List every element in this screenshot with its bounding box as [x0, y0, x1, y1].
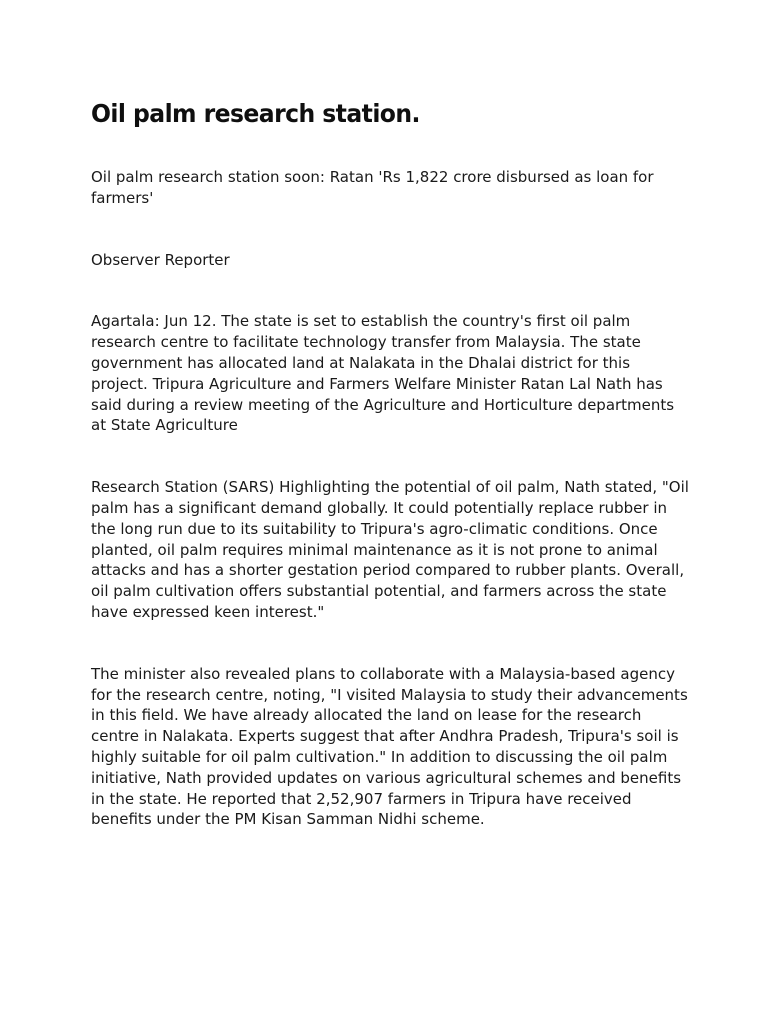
body-paragraph: Agartala: Jun 12. The state is set to establish the country's first oil palm research centre to facilitate technology transfer from Malaysia. The state government has allocated land at Nalakata in the Dhalai district for this project. Tripura Agriculture and Farmers Welfare Minister Ratan Lal Nath has said during a review meeting of the Agriculture and Horticulture departments at State Agriculture: [91, 312, 675, 435]
document-title: Oil palm research station.: [91, 99, 420, 128]
article-body: [91, 96, 691, 830]
body-paragraph: The minister also revealed plans to collaborate with a Malaysia-based agency for the research centre, noting, "I visited Malaysia to study their advancements in this field. We have already allocated the land on lease for the research centre in Nalakata. Experts suggest that after Andhra Pradesh, Tripura's soil is highly suitable for oil palm cultivation." In addition to discussing the oil palm initiative, Nath provided updates on various agricultural schemes and benefits in the state. He reported that 2,52,907 farmers in Tripura have received benefits under the PM Kisan Samman Nidhi scheme.: [91, 664, 688, 829]
body-paragraph: Research Station (SARS) Highlighting the potential of oil palm, Nath stated, "Oil palm has a significant demand globally. It could potentially replace rubber in the long run due to its suitability to Tripura's agro-climatic conditions. Once planted, oil palm requires minimal maintenance as it is not prone to animal attacks and has a shorter gestation period compared to rubber plants. Overall, oil palm cultivation offers substantial potential, and farmers across the state have expressed keen interest.": [91, 478, 689, 621]
headline-paragraph: Oil palm research station soon: Ratan 'Rs 1,822 crore disbursed as loan for farmers': [91, 168, 654, 207]
byline-paragraph: Observer Reporter: [91, 250, 230, 269]
